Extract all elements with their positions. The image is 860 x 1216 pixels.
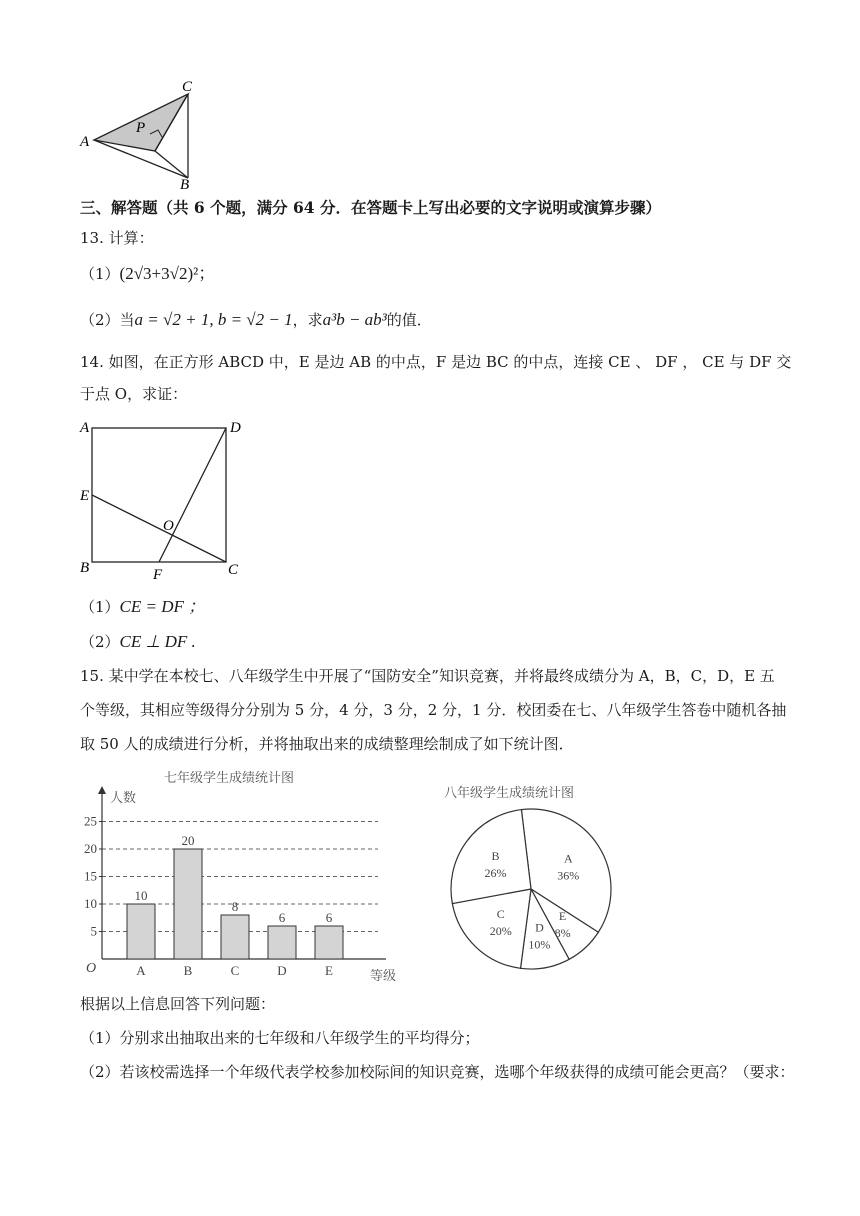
q14-line1: 14. 如图，在正方形 ABCD 中，E 是边 AB 的中点，F 是边 BC 的中点，连接 CE 、 DF ， CE 与 DF 交 bbox=[80, 353, 792, 371]
y-tick-label: 20 bbox=[84, 841, 97, 856]
y-axis-arrow bbox=[98, 786, 106, 794]
q13-part2 bbox=[80, 310, 432, 330]
q15-line3: 取 50 人的成绩进行分析，并将抽取出来的成绩整理绘制成了如下统计图． bbox=[80, 735, 574, 753]
q14-p2-label: （2） bbox=[80, 633, 120, 651]
pie-slice-percent: 26% bbox=[484, 865, 507, 880]
segment-ce bbox=[92, 495, 226, 562]
x-tick-label: E bbox=[325, 963, 333, 978]
q14-part1 bbox=[80, 597, 205, 617]
pie-slice-label: E bbox=[558, 909, 567, 924]
pie-slice-label: B bbox=[491, 848, 500, 863]
bar-chart-ylabel: 人数 bbox=[110, 791, 137, 806]
q14-p2-expr: CE ⊥ DF . bbox=[119, 632, 196, 651]
q13-p2-text2: 的值． bbox=[386, 311, 432, 329]
x-tick-label: A bbox=[136, 963, 146, 978]
triangle-figure bbox=[70, 76, 210, 192]
label-f: F bbox=[153, 567, 163, 583]
q13-p2-expr: a³b − ab³ bbox=[322, 310, 387, 329]
section-heading: 三、解答题（共 6 个题，满分 64 分．在答题卡上写出必要的文字说明或演算步骤） bbox=[80, 198, 661, 217]
q13-stem: 13. 计算： bbox=[80, 229, 154, 247]
q14-line2: 于点 O，求证： bbox=[80, 385, 188, 403]
bar-chart-xlabel: 等级 bbox=[370, 969, 397, 984]
q15-after1: 根据以上信息回答下列问题： bbox=[80, 995, 276, 1013]
q14-p1-label: （1） bbox=[80, 598, 120, 616]
q13-p1-expr: (2√3+3√2)²； bbox=[119, 264, 216, 283]
q14-p1-expr: CE = DF ； bbox=[119, 597, 206, 616]
q15-after3: （2）若该校需选择一个年级代表学校参加校际间的知识竞赛，选哪个年级获得的成绩可能会更高？（要求： bbox=[80, 1063, 795, 1081]
bar-chart-origin: O bbox=[86, 961, 97, 976]
q15-line1: 15. 某中学在本校七、八年级学生中开展了“国防安全”知识竞赛，并将最终成绩分为 A，B，C，D，E 五 bbox=[80, 667, 775, 685]
q13-part1 bbox=[80, 264, 215, 284]
grade8-pie-chart bbox=[440, 776, 630, 978]
x-tick-label: B bbox=[183, 963, 193, 978]
bar-A bbox=[127, 904, 155, 959]
label-o: O bbox=[163, 518, 174, 534]
y-tick-label: 5 bbox=[90, 923, 97, 939]
x-tick-label: C bbox=[230, 963, 240, 978]
pie-slice-percent: 20% bbox=[489, 923, 512, 938]
pie-slice-percent: 8% bbox=[554, 926, 571, 941]
bar-data-label: 10 bbox=[134, 888, 148, 903]
segment-pb bbox=[155, 151, 188, 178]
q14-part2 bbox=[80, 632, 196, 652]
label-c: C bbox=[182, 79, 193, 95]
label-b: B bbox=[80, 560, 90, 576]
pie-slice-percent: 36% bbox=[557, 868, 580, 883]
q15-after2: （1）分别求出抽取出来的七年级和八年级学生的平均得分； bbox=[80, 1029, 480, 1047]
q13-p2-label: （2）当 bbox=[80, 311, 135, 329]
pie-slice-label: D bbox=[535, 920, 544, 935]
x-tick-label: D bbox=[277, 963, 287, 978]
label-p: P bbox=[136, 120, 146, 136]
pie-chart-title: 八年级学生成绩统计图 bbox=[444, 786, 575, 801]
q15-line2: 个等级，其相应等级得分分别为 5 分，4 分，3 分，2 分，1 分．校团委在七、八年级学生答卷中随机各抽 bbox=[80, 701, 787, 719]
bar-C bbox=[221, 915, 249, 959]
bar-D bbox=[268, 926, 296, 959]
square-figure bbox=[74, 414, 254, 586]
q13-p1-label: （1） bbox=[80, 265, 120, 283]
y-tick-label: 10 bbox=[84, 896, 97, 911]
label-d: D bbox=[230, 420, 241, 436]
bar-data-label: 20 bbox=[181, 833, 195, 848]
bar-data-label: 6 bbox=[325, 910, 333, 925]
y-tick-label: 25 bbox=[84, 813, 97, 829]
square-abcd bbox=[92, 428, 226, 562]
q13-p2-text1: ，求 bbox=[292, 311, 323, 329]
label-a: A bbox=[80, 420, 90, 436]
bar-chart-title: 七年级学生成绩统计图 bbox=[164, 771, 295, 786]
pie-slice-label: C bbox=[496, 906, 505, 921]
grade7-bar-chart bbox=[78, 766, 418, 986]
bar-data-label: 6 bbox=[278, 910, 286, 925]
label-b: B bbox=[180, 177, 190, 192]
y-tick-label: 15 bbox=[84, 868, 97, 884]
segment-df bbox=[159, 428, 226, 562]
bar-E bbox=[315, 926, 343, 959]
bar-B bbox=[174, 849, 202, 959]
label-a: A bbox=[80, 134, 90, 150]
label-c: C bbox=[228, 562, 239, 578]
bar-data-label: 8 bbox=[231, 899, 239, 914]
pie-slice-label: A bbox=[563, 851, 573, 866]
label-e: E bbox=[80, 488, 90, 504]
q13-p2-cond: a = √2 + 1, b = √2 − 1 bbox=[134, 310, 293, 329]
pie-slice-percent: 10% bbox=[528, 937, 551, 952]
